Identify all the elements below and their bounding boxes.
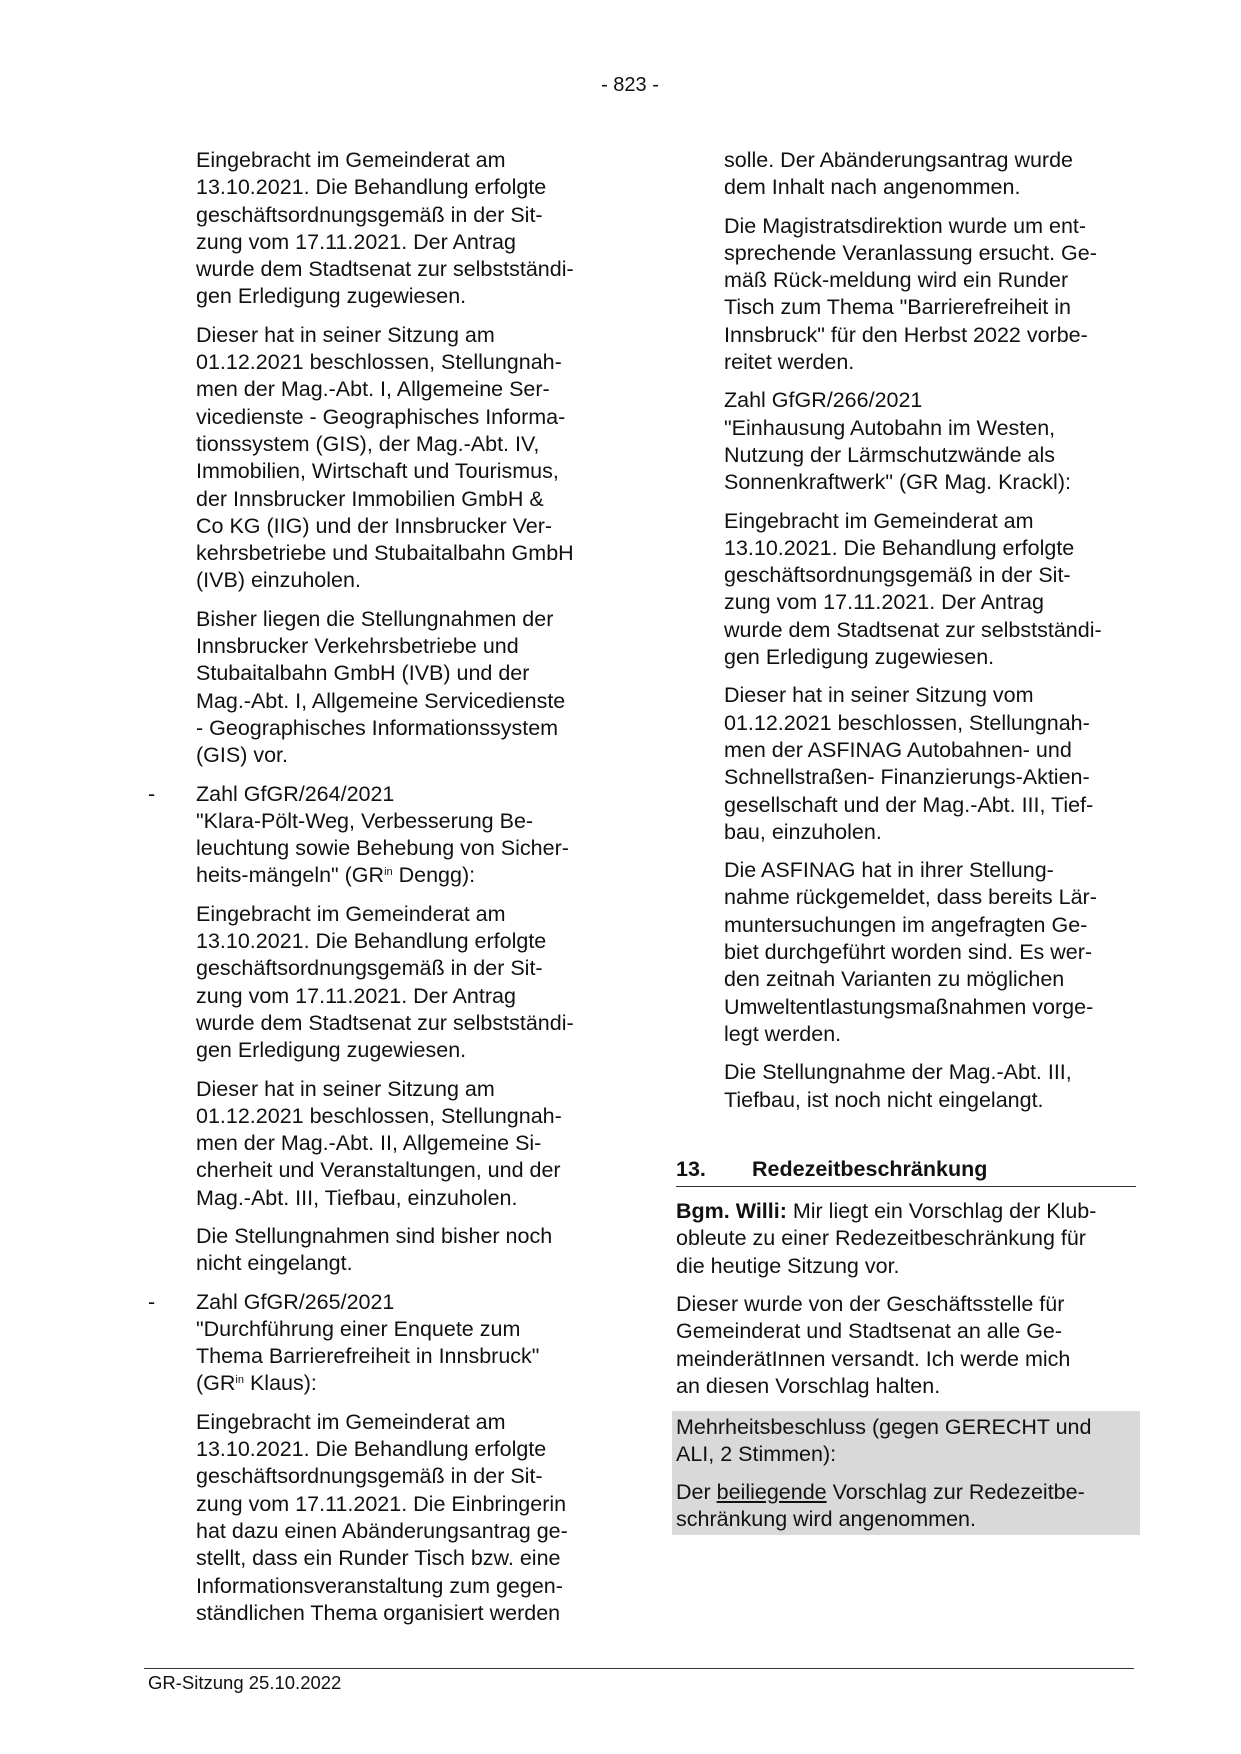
text-line: men der Mag.-Abt. I, Allgemeine Ser- [196,377,550,402]
item-title-last: heits-mängeln" ($GR^{in}$ Dengg): [196,863,476,888]
text-line: 01.12.2021 beschlossen, Stellungnah- [196,350,562,375]
paragraph [724,508,1136,672]
text-line: wurde dem Stadtsenat zur selbstständi- [724,617,1102,642]
text-line: ALI, 2 Stimmen): [676,1442,837,1467]
list-dash: - [148,781,156,806]
paragraph [196,147,606,311]
text-line: Mehrheitsbeschluss (gegen GERECHT und [676,1415,1092,1440]
paragraph [196,1076,606,1212]
text-line: gesellschaft und der Mag.-Abt. III, Tief- [724,792,1094,817]
text-line: Immobilien, Wirtschaft und Tourismus, [196,459,559,484]
text-line: wurde dem Stadtsenat zur selbstständi- [196,1010,574,1035]
item-title-last: ($GR^{in}$ Klaus): [196,1371,317,1396]
text-line: Die ASFINAG hat in ihrer Stellung- [724,858,1054,883]
text-line: der Innsbrucker Immobilien GmbH & [196,486,544,511]
text-line: 13.10.2021. Die Behandlung erfolgte [196,1437,547,1462]
text-line: Schnellstraßen- Finanzierungs-Aktien- [724,765,1090,790]
text-line: zung vom 17.11.2021. Der Antrag [724,590,1044,615]
text-line: 13.10.2021. Die Behandlung erfolgte [196,929,547,954]
paragraph [724,1059,1136,1114]
text-line: legt werden. [724,1021,842,1046]
resolution-text: Der beiliegende Vorschlag zur Redezeitbe- schränkung wird angenommen. [676,1479,1085,1532]
text-line: geschäftsordnungsgemäß in der Sit- [196,956,543,981]
text-line: die heutige Sitzung vor. [676,1253,900,1278]
paragraph [676,1291,1136,1400]
text-line: hat dazu einen Abänderungsantrag ge- [196,1518,568,1543]
paragraph [196,1223,606,1278]
left-column [148,147,606,1638]
text-line: zung vom 17.11.2021. Die Einbringerin [196,1491,567,1516]
item-title [196,1316,606,1371]
text-line: Thema Barrierefreiheit in Innsbruck" [196,1344,540,1369]
text-line: 01.12.2021 beschlossen, Stellungnah- [724,710,1090,735]
text-line: Bisher liegen die Stellungnahmen der [196,606,554,631]
text-line: Innsbrucker Verkehrsbetriebe und [196,634,519,659]
text-line: Eingebracht im Gemeinderat am [196,901,506,926]
section-title: Redezeitbeschränkung [752,1156,988,1181]
text-line: leuchtung sowie Behebung von Sicher- [196,836,569,861]
text-line: an diesen Vorschlag halten. [676,1373,941,1398]
text-line: dem Inhalt nach angenommen. [724,175,1021,200]
text-line: 13.10.2021. Die Behandlung erfolgte [196,175,547,200]
text-line: men der Mag.-Abt. II, Allgemeine Si- [196,1131,542,1156]
item-number: Zahl GfGR/265/2021 [196,1289,395,1314]
text-line: 13.10.2021. Die Behandlung erfolgte [724,535,1075,560]
text-line: obleute zu einer Redezeitbeschränkung für [676,1226,1086,1251]
text-line: Eingebracht im Gemeinderat am [724,508,1034,533]
paragraph [724,147,1136,202]
paragraph [724,857,1136,1048]
text-line: Dieser hat in seiner Sitzung am [196,1076,495,1101]
agenda-item-265 [148,1289,606,1398]
text-line: nicht eingelangt. [196,1251,353,1276]
text-line: Dieser hat in seiner Sitzung am [196,322,495,347]
list-dash: - [148,1289,156,1314]
text-line: Dieser hat in seiner Sitzung vom [724,683,1034,708]
text-line: meinderätInnen versandt. Ich werde mich [676,1346,1071,1371]
vote-result [676,1414,1136,1469]
text-line: Eingebracht im Gemeinderat am [196,148,506,172]
text-line: Mag.-Abt. I, Allgemeine Servicedienste [196,688,566,713]
item-number: Zahl GfGR/266/2021 [724,388,923,413]
text-line: den zeitnah Varianten zu möglichen [724,967,1065,992]
decision-box [672,1411,1140,1535]
footer-divider [144,1668,1134,1669]
text-line: (IVB) einzuholen. [196,568,361,593]
text-line: gen Erledigung zugewiesen. [196,1038,467,1063]
agenda-item-266 [724,387,1136,496]
text-line: - Geographisches Informationssystem [196,715,559,740]
text-line: zung vom 17.11.2021. Der Antrag [196,229,516,254]
text-line: mäß Rück-meldung wird ein Runder [724,268,1069,293]
section-heading [676,1156,1136,1187]
text-line: (GIS) vor. [196,743,288,768]
text-line: 01.12.2021 beschlossen, Stellungnah- [196,1103,562,1128]
text-line: stellt, dass ein Runder Tisch bzw. eine [196,1546,561,1571]
text-line: Stubaitalbahn GmbH (IVB) und der [196,661,530,686]
item-title [724,415,1136,497]
text-line: ständlichen Thema organisiert werden [196,1600,561,1625]
text-line: Co KG (IIG) und der Innsbrucker Ver- [196,513,553,538]
text-line: vicedienste - Geographisches Informa- [196,404,566,429]
text-line: nahme rückgemeldet, dass bereits Lär- [724,885,1097,910]
text-line: Tisch zum Thema "Barrierefreiheit in [724,295,1071,320]
text-line: tionssystem (GIS), der Mag.-Abt. IV, [196,431,540,456]
text-line: "Klara-Pölt-Weg, Verbesserung Be- [196,808,534,833]
text-line: "Durchführung einer Enquete zum [196,1316,521,1341]
paragraph [724,213,1136,377]
text-line: biet durchgeführt worden sind. Es wer- [724,940,1093,965]
text-line: "Einhausung Autobahn im Westen, [724,415,1056,440]
text-line: Informationsveranstaltung zum gegen- [196,1573,563,1598]
text-line: zung vom 17.11.2021. Der Antrag [196,983,516,1008]
item-title [196,808,606,863]
text-line: Die Stellungnahmen sind bisher noch [196,1223,553,1248]
paragraph [196,1409,606,1627]
right-column [676,147,1136,1535]
paragraph [196,606,606,770]
speech-paragraph: Bgm. Willi: Mir liegt ein Vorschlag der Klub- obleute zu einer Redezeitbeschränkung für die heutige Sitzung vor. [676,1198,1136,1280]
speaker-name: Bgm. Willi: [676,1199,787,1224]
text-line: gen Erledigung zugewiesen. [196,284,467,309]
text-line: Eingebracht im Gemeinderat am [196,1409,506,1434]
agenda-item-264 [148,781,606,890]
text-line: Die Stellungnahme der Mag.-Abt. III, [724,1060,1072,1085]
text-line: Die Magistratsdirektion wurde um ent- [724,213,1087,238]
text-line: cherheit und Veranstaltungen, und der [196,1158,561,1183]
text-line: Umweltentlastungsmaßnahmen vorge- [724,994,1094,1019]
text-line: Dieser wurde von der Geschäftsstelle für [676,1291,1065,1316]
text-line: Nutzung der Lärmschutzwände als [724,442,1056,467]
text-line: kehrsbetriebe und Stubaitalbahn GmbH [196,541,574,566]
text-line: solle. Der Abänderungsantrag wurde [724,148,1073,172]
paragraph [196,322,606,595]
attachment-link: beiliegende [716,1479,827,1504]
text-line: geschäftsordnungsgemäß in der Sit- [196,1464,543,1489]
text-line: Gemeinderat und Stadtsenat an alle Ge- [676,1319,1063,1344]
text-line: sprechende Veranlassung ersucht. Ge- [724,240,1097,265]
paragraph [724,682,1136,846]
text-line: Mag.-Abt. III, Tiefbau, einzuholen. [196,1185,518,1210]
text-line: wurde dem Stadtsenat zur selbstständi- [196,257,574,282]
text-line: reitet werden. [724,350,855,375]
text-line: Tiefbau, ist noch nicht eingelangt. [724,1087,1044,1112]
text-line: muntersuchungen im angefragten Ge- [724,912,1088,937]
text-line: Innsbruck" für den Herbst 2022 vorbe- [724,322,1088,347]
footer-text: GR-Sitzung 25.10.2022 [148,1672,342,1693]
text-line: geschäftsordnungsgemäß in der Sit- [724,563,1071,588]
paragraph [196,901,606,1065]
text-line: geschäftsordnungsgemäß in der Sit- [196,202,543,227]
page-number: - 823 - [601,74,659,96]
item-number: Zahl GfGR/264/2021 [196,781,395,806]
text-line: bau, einzuholen. [724,819,882,844]
text-line: Sonnenkraftwerk" (GR Mag. Krackl): [724,470,1071,495]
section-number: 13. [676,1156,706,1181]
text-line: men der ASFINAG Autobahnen- und [724,737,1072,762]
text-line: gen Erledigung zugewiesen. [724,645,995,670]
